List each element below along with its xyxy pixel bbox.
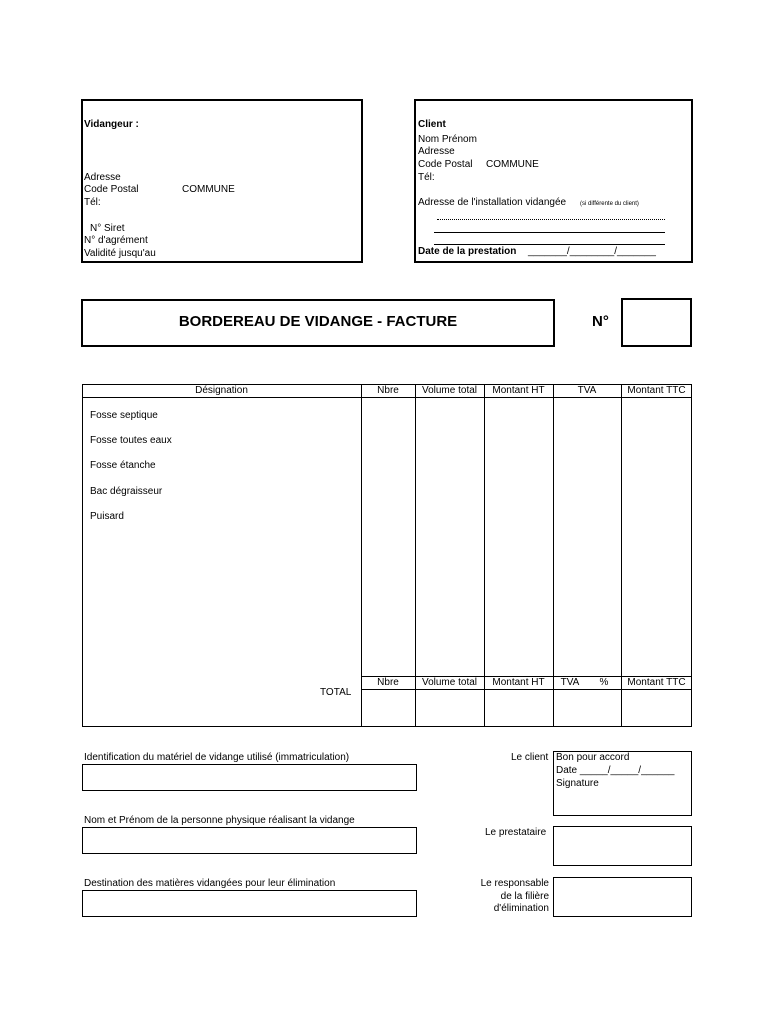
item-puisard: Puisard	[90, 511, 124, 522]
item-fosse-septique: Fosse septique	[90, 410, 158, 421]
client-signature-text: Signature	[556, 778, 599, 789]
responsable-signature-box[interactable]	[553, 877, 692, 917]
vidangeur-agrement: N° d'agrément	[84, 235, 148, 246]
header-montant-ttc: Montant TTC	[627, 385, 686, 396]
vidangeur-code-postal: Code Postal	[84, 184, 139, 195]
vidangeur-title: Vidangeur :	[84, 119, 139, 130]
vidangeur-validite: Validité jusqu'au	[84, 248, 156, 259]
client-date-blank: _______/________/_______	[528, 246, 656, 257]
personne-input[interactable]	[82, 827, 417, 854]
item-bac-degraisseur: Bac dégraisseur	[90, 486, 163, 497]
header-tva: TVA	[577, 385, 597, 396]
materiel-input[interactable]	[82, 764, 417, 791]
prestataire-signature-box[interactable]	[553, 826, 692, 866]
header-volume-total: Volume total	[421, 385, 478, 396]
item-fosse-etanche: Fosse étanche	[90, 460, 156, 471]
total-header-montant-ttc: Montant TTC	[627, 677, 686, 688]
vidangeur-tel: Tél:	[84, 197, 101, 208]
client-address-line-1	[437, 219, 665, 220]
client-adresse-installation-note: (si différente du client)	[580, 201, 639, 207]
client-signature-label: Le client	[511, 752, 549, 763]
client-address-line-3	[434, 244, 665, 245]
header-designation: Désignation	[195, 385, 248, 396]
total-header-tva: TVA	[560, 677, 580, 688]
client-commune: COMMUNE	[486, 159, 539, 170]
vidangeur-commune: COMMUNE	[182, 184, 235, 195]
responsable-label	[440, 878, 549, 916]
destination-input[interactable]	[82, 890, 417, 917]
responsable-line-1: Le responsable	[480, 878, 549, 889]
item-fosse-toutes-eaux: Fosse toutes eaux	[90, 435, 172, 446]
client-adresse: Adresse	[418, 146, 455, 157]
client-date-prestation: Date de la prestation	[418, 246, 517, 257]
vidangeur-siret: N° Siret	[90, 223, 125, 234]
vidangeur-adresse: Adresse	[84, 172, 121, 183]
total-header-nbre: Nbre	[377, 677, 399, 688]
header-nbre: Nbre	[377, 385, 399, 396]
total-header-percent: %	[599, 677, 609, 688]
header-montant-ht: Montant HT	[492, 385, 545, 396]
total-label: TOTAL	[320, 687, 352, 698]
responsable-line-2: de la filière	[500, 890, 549, 902]
client-box	[414, 99, 693, 263]
client-tel: Tél:	[418, 172, 435, 183]
client-address-line-2	[434, 232, 665, 233]
client-title: Client	[418, 119, 446, 130]
page-title: BORDEREAU DE VIDANGE - FACTURE	[178, 313, 458, 330]
number-label: N°	[592, 313, 609, 330]
personne-label: Nom et Prénom de la personne physique réalisant la vidange	[84, 815, 355, 826]
materiel-label: Identification du matériel de vidange utilisé (immatriculation)	[84, 752, 350, 763]
prestataire-label: Le prestataire	[485, 827, 547, 838]
total-header-volume: Volume total	[421, 677, 478, 688]
client-code-postal: Code Postal	[418, 159, 473, 170]
total-header-montant-ht: Montant HT	[492, 677, 545, 688]
responsable-line-3: d'élimination	[493, 903, 549, 915]
client-nom-prenom: Nom Prénom	[418, 134, 477, 145]
client-date-line: Date _____/_____/______	[556, 765, 675, 776]
destination-label: Destination des matières vidangées pour leur élimination	[84, 878, 336, 889]
invoice-number-box	[621, 298, 692, 347]
bon-pour-accord: Bon pour accord	[556, 752, 630, 763]
client-adresse-installation: Adresse de l'installation vidangée	[418, 197, 567, 208]
